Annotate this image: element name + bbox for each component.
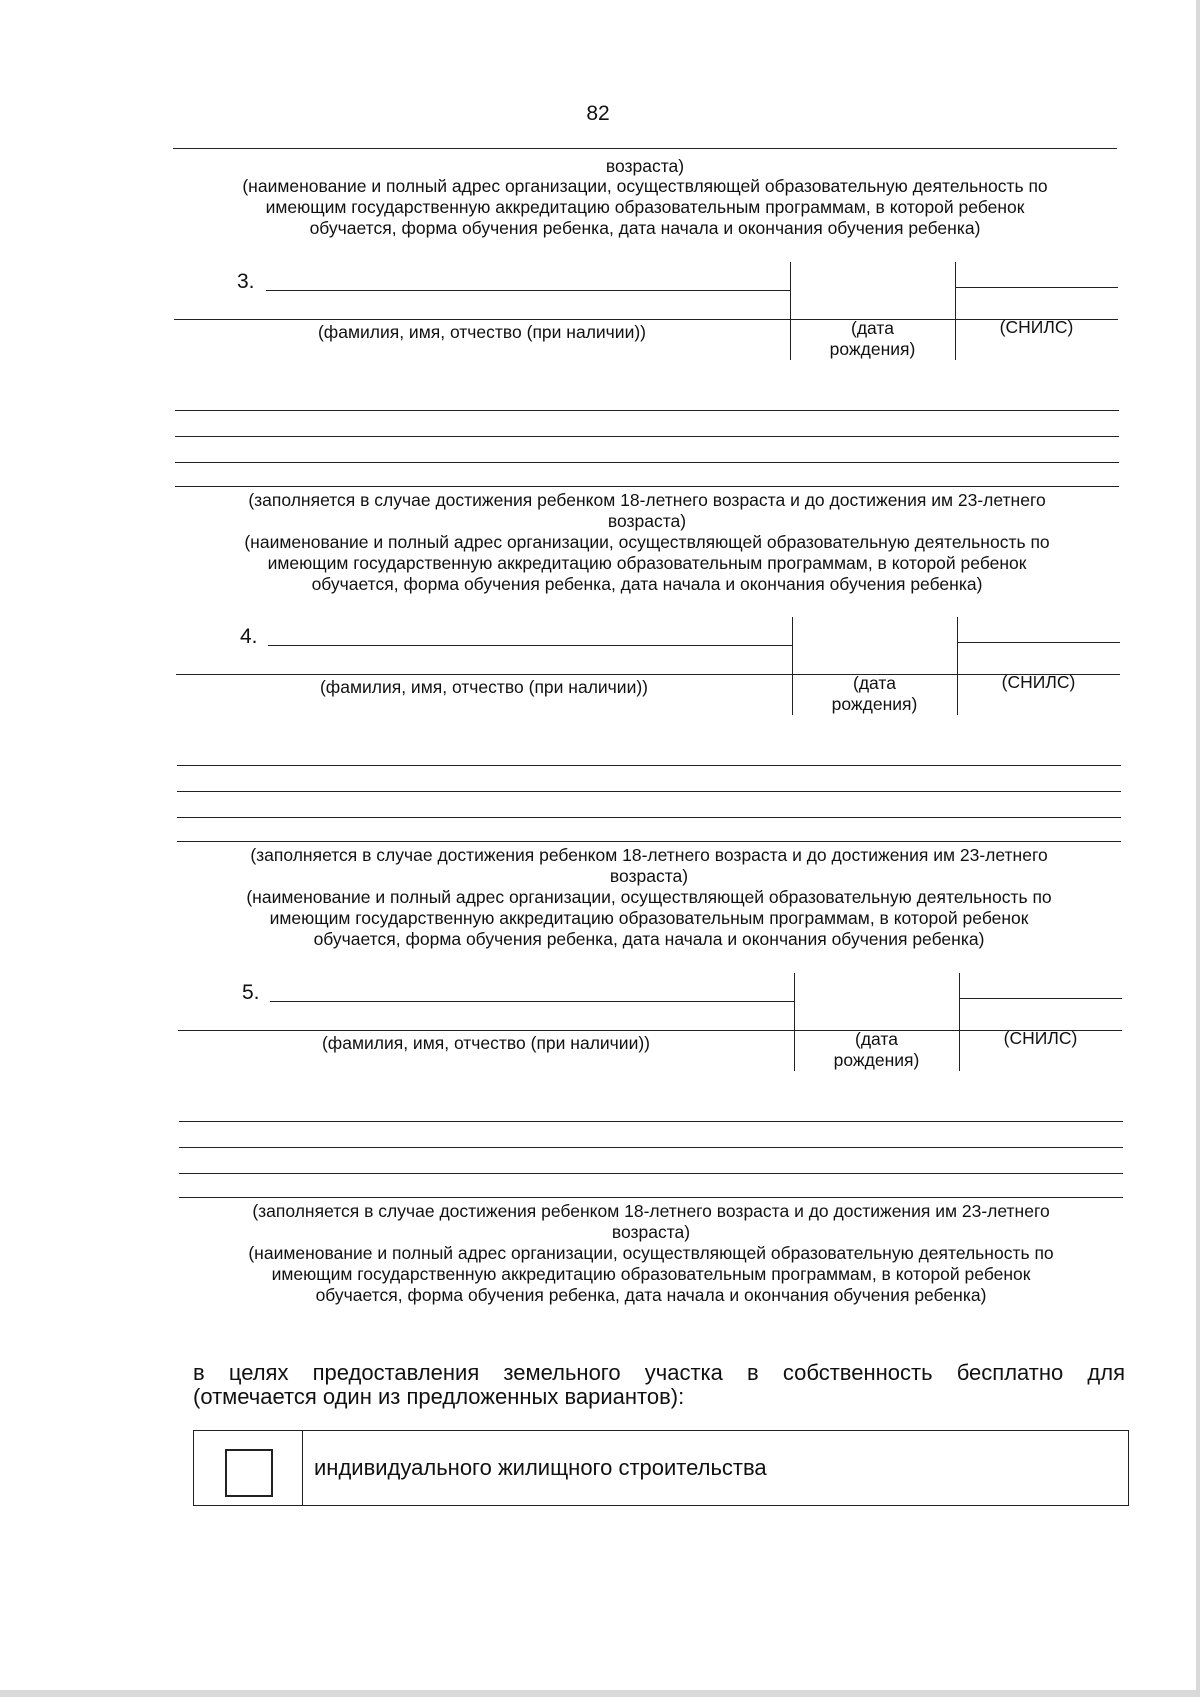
org-note-line: имеющим государственную аккредитацию образовательным программам, в которой ребенок (267, 553, 1027, 573)
org-line[interactable] (179, 1147, 1123, 1148)
org-line (173, 148, 1117, 149)
birth-date-label (794, 1029, 959, 1071)
birth-label-line: рождения) (829, 339, 916, 359)
fio-label: (фамилия, имя, отчество (при наличии)) (321, 1033, 650, 1053)
birth-label-line: рождения) (831, 694, 918, 714)
org-line[interactable] (177, 791, 1121, 792)
fill-note (175, 490, 1119, 532)
fill-note-line: (заполняется в случае достижения ребенком 18-летнего возраста и до достижения им 23-летнего (248, 490, 1046, 510)
org-line[interactable] (177, 817, 1121, 818)
org-note-line: (наименование и полный адрес организации, осуществляющей образовательную деятельность по (246, 887, 1052, 907)
org-line[interactable] (175, 462, 1119, 463)
org-note (175, 532, 1119, 595)
fill-note-line: возраста) (607, 511, 687, 531)
org-note-line: (наименование и полный адрес организации, осуществляющей образовательную деятельность по (242, 176, 1048, 196)
purpose-line: (отмечается один из предложенных вариантов): (193, 1384, 685, 1409)
option-row (193, 1430, 1129, 1506)
snils-field[interactable] (959, 998, 1122, 999)
snils-label: (СНИЛС) (1001, 672, 1076, 692)
org-note-line: обучается, форма обучения ребенка, дата начала и окончания обучения ребенка) (313, 929, 985, 949)
fill-note (177, 845, 1121, 887)
birth-label-line: (дата (851, 318, 894, 338)
org-note-line: обучается, форма обучения ребенка, дата начала и окончания обучения ребенка) (309, 218, 981, 238)
org-note-line: имеющим государственную аккредитацию образовательным программам, в которой ребенок (269, 908, 1029, 928)
org-note-line: имеющим государственную аккредитацию образовательным программам, в которой ребенок (265, 197, 1025, 217)
org-note-line: обучается, форма обучения ребенка, дата начала и окончания обучения ребенка) (311, 574, 983, 594)
birth-label-line: (дата (855, 1029, 898, 1049)
fio-label: (фамилия, имя, отчество (при наличии)) (319, 677, 648, 697)
column-divider (959, 973, 960, 1071)
org-line[interactable] (177, 841, 1121, 842)
birth-label-line: (дата (853, 673, 896, 693)
child-number: 4. (240, 625, 258, 648)
org-line[interactable] (177, 765, 1121, 766)
fill-note-tail (173, 156, 1117, 177)
org-line[interactable] (175, 436, 1119, 437)
org-note-line: (наименование и полный адрес организации, осуществляющей образовательную деятельность по (248, 1243, 1054, 1263)
org-note (179, 1243, 1123, 1306)
org-line[interactable] (179, 1173, 1123, 1174)
org-note (173, 176, 1117, 239)
birth-date-label (792, 673, 957, 715)
org-note (177, 887, 1121, 950)
fio-field[interactable] (268, 645, 792, 646)
fio-label: (фамилия, имя, отчество (при наличии)) (317, 322, 646, 342)
fill-note-line: (заполняется в случае достижения ребенком 18-летнего возраста и до достижения им 23-летнего (250, 845, 1048, 865)
fill-note-line: возраста) (609, 866, 689, 886)
checkbox-cell (194, 1431, 303, 1505)
fill-note-line: возраста) (605, 156, 685, 176)
snils-label: (СНИЛС) (1003, 1028, 1078, 1048)
org-line[interactable] (175, 486, 1119, 487)
org-line[interactable] (179, 1121, 1123, 1122)
column-divider (957, 617, 958, 715)
fill-note (179, 1201, 1123, 1243)
org-line[interactable] (175, 410, 1119, 411)
child-number: 5. (242, 981, 260, 1004)
fill-note-line: возраста) (611, 1222, 691, 1242)
option-label: индивидуального жилищного строительства (314, 1455, 767, 1480)
fio-field[interactable] (266, 290, 790, 291)
org-note-line: имеющим государственную аккредитацию образовательным программам, в которой ребенок (271, 1264, 1031, 1284)
column-divider (955, 262, 956, 360)
birth-date-label (790, 318, 955, 360)
snils-label: (СНИЛС) (999, 317, 1074, 337)
purpose-line: в целях предоставления земельного участка в собственность бесплатно для (193, 1360, 1125, 1385)
snils-field[interactable] (957, 642, 1120, 643)
org-note-line: обучается, форма обучения ребенка, дата начала и окончания обучения ребенка) (315, 1285, 987, 1305)
birth-label-line: рождения) (833, 1050, 920, 1070)
snils-field[interactable] (955, 287, 1118, 288)
purpose-paragraph (193, 1361, 1125, 1409)
fill-note-line: (заполняется в случае достижения ребенком 18-летнего возраста и до достижения им 23-летнего (252, 1201, 1050, 1221)
child-number: 3. (237, 270, 255, 293)
page-number: 82 (586, 102, 610, 125)
org-note-line: (наименование и полный адрес организации, осуществляющей образовательную деятельность по (244, 532, 1050, 552)
org-line[interactable] (179, 1197, 1123, 1198)
option-checkbox[interactable] (225, 1449, 273, 1497)
fio-field[interactable] (270, 1001, 794, 1002)
